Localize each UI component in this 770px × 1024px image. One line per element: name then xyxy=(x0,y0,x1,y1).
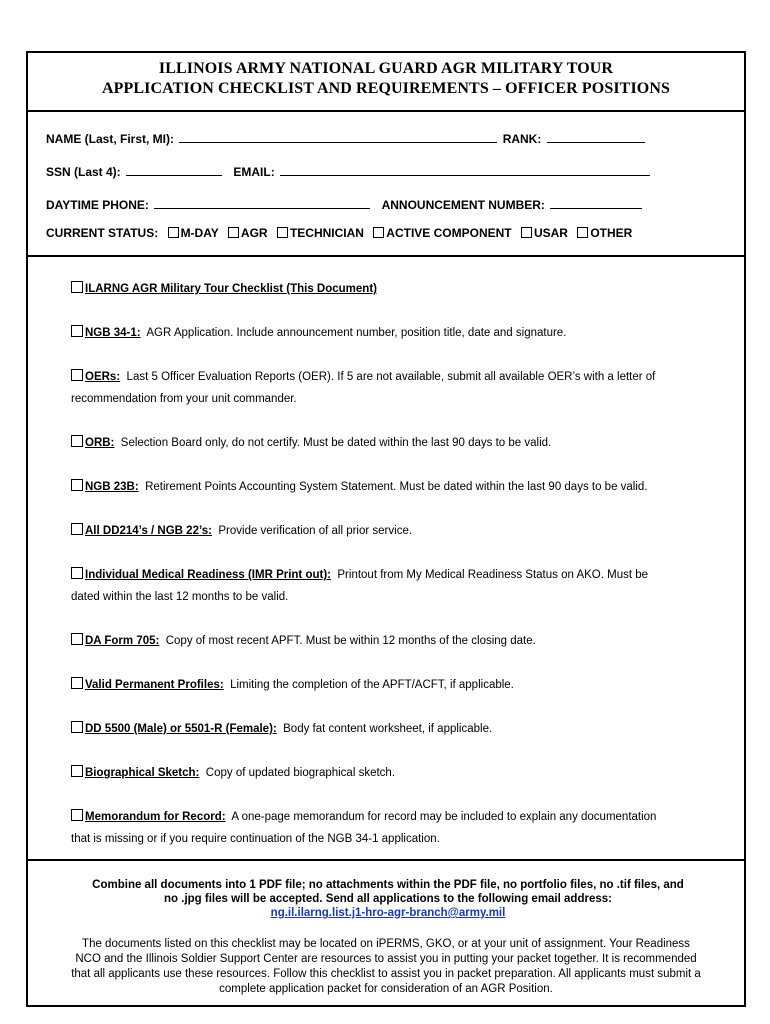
checklist-checkbox[interactable] xyxy=(71,633,83,645)
name-label: NAME (Last, First, MI): xyxy=(46,132,174,146)
checklist-checkbox[interactable] xyxy=(71,479,83,491)
phone-field[interactable] xyxy=(154,196,370,209)
item-text: Last 5 Officer Evaluation Reports (OER). If 5 are not available, submit all available OER’s with a letter of xyxy=(126,371,656,383)
status-option-active-component: ACTIVE COMPONENT xyxy=(386,226,512,240)
checklist-checkbox[interactable] xyxy=(71,567,83,579)
announcement-field[interactable] xyxy=(550,196,642,209)
phone-announcement-line xyxy=(46,196,644,212)
item-label: Biographical Sketch: xyxy=(85,767,200,779)
phone-label: DAYTIME PHONE: xyxy=(46,198,149,212)
checklist-checkbox[interactable] xyxy=(71,523,83,535)
item-text: Printout from My Medical Readiness Status on AKO. Must be xyxy=(337,569,649,581)
checklist-item xyxy=(71,366,721,410)
status-checkbox-technician[interactable] xyxy=(277,227,288,238)
status-option-usar: USAR xyxy=(533,226,568,240)
checklist-item xyxy=(71,278,721,300)
checklist-checkbox[interactable] xyxy=(71,281,83,293)
note-line-4: complete application packet for consideration of an AGR Position. xyxy=(219,983,553,995)
item-text: A one-page memorandum for record may be included to explain any documentation xyxy=(231,811,657,823)
ssn-email-line xyxy=(46,163,652,179)
name-field[interactable] xyxy=(179,130,497,143)
status-checkbox-active-component[interactable] xyxy=(373,227,384,238)
item-label: NGB 34-1: xyxy=(85,327,141,339)
resource-notes xyxy=(40,937,732,997)
combine-line-2: no .jpg files will be accepted. Send all applications to the following email address: xyxy=(164,893,612,905)
item-label: Individual Medical Readiness (IMR Print out): xyxy=(85,569,331,581)
checklist-checkbox[interactable] xyxy=(71,809,83,821)
ssn-field[interactable] xyxy=(126,163,222,176)
checklist-item xyxy=(71,806,721,850)
checklist-item xyxy=(71,322,721,344)
item-text: Copy of most recent APFT. Must be within 12 months of the closing date. xyxy=(165,635,536,647)
checklist-item xyxy=(71,674,721,696)
form-title xyxy=(28,53,744,112)
applicant-info-section xyxy=(28,112,744,257)
checklist-item xyxy=(71,630,721,652)
checklist-item xyxy=(71,718,721,740)
status-checkbox-agr[interactable] xyxy=(228,227,239,238)
item-label: OERs: xyxy=(85,371,121,383)
checklist-checkbox[interactable] xyxy=(71,369,83,381)
item-text: Selection Board only, do not certify. Must be dated within the last 90 days to be valid. xyxy=(120,437,552,449)
item-text: Copy of updated biographical sketch. xyxy=(205,767,396,779)
submission-email-link[interactable]: ng.il.ilarng.list.j1-hro-agr-branch@army.mil xyxy=(270,907,506,919)
checklist-section xyxy=(28,257,744,861)
checklist-item xyxy=(71,520,721,542)
combine-instructions xyxy=(58,878,718,920)
email-field[interactable] xyxy=(280,163,650,176)
checklist-checkbox[interactable] xyxy=(71,325,83,337)
status-label: CURRENT STATUS: xyxy=(46,226,159,240)
email-label: EMAIL: xyxy=(233,165,275,179)
item-label: All DD214’s / NGB 22’s: xyxy=(85,525,212,537)
item-label: Memorandum for Record: xyxy=(85,811,226,823)
note-line-1: The documents listed on this checklist may be located on iPERMS, GKO, or at your unit of assignment. Your Readiness xyxy=(82,938,690,950)
rank-field[interactable] xyxy=(547,130,645,143)
application-form xyxy=(26,51,746,1007)
item-text-continued: that is missing or if you require continuation of the NGB 34-1 application. xyxy=(71,833,440,845)
status-checkbox-other[interactable] xyxy=(577,227,588,238)
item-label: Valid Permanent Profiles: xyxy=(85,679,224,691)
status-option-technician: TECHNICIAN xyxy=(289,226,364,240)
status-option-agr: AGR xyxy=(240,226,268,240)
title-line-2: APPLICATION CHECKLIST AND REQUIREMENTS – OFFICER POSITIONS xyxy=(102,80,670,97)
item-text: Provide verification of all prior service. xyxy=(218,525,413,537)
title-line-1: ILLINOIS ARMY NATIONAL GUARD AGR MILITARY TOUR xyxy=(158,60,614,77)
checklist-item xyxy=(71,476,721,498)
status-checkbox-usar[interactable] xyxy=(521,227,532,238)
name-rank-line xyxy=(46,130,647,146)
checklist-checkbox[interactable] xyxy=(71,677,83,689)
checklist-checkbox[interactable] xyxy=(71,721,83,733)
note-line-2: NCO and the Illinois Soldier Support Center are resources to assist you in putting your packet together. It is recommended xyxy=(75,953,697,965)
announcement-label: ANNOUNCEMENT NUMBER: xyxy=(381,198,545,212)
item-label: DD 5500 (Male) or 5501-R (Female): xyxy=(85,723,277,735)
status-option-mday: M-DAY xyxy=(180,226,219,240)
rank-label: RANK: xyxy=(502,132,542,146)
status-option-other: OTHER xyxy=(590,226,633,240)
item-text: Limiting the completion of the APFT/ACFT, if applicable. xyxy=(230,679,514,691)
checklist-checkbox[interactable] xyxy=(71,765,83,777)
item-text: AGR Application. Include announcement number, position title, date and signature. xyxy=(146,327,567,339)
item-label: NGB 23B: xyxy=(85,481,139,493)
checklist-item xyxy=(71,564,721,608)
item-text: Body fat content worksheet, if applicable. xyxy=(283,723,493,735)
note-line-3: that all applicants use these resources. Follow this checklist to assist you in packet preparation. All applicants must submit a xyxy=(71,968,701,980)
submission-instructions xyxy=(28,861,744,1005)
item-label: ORB: xyxy=(85,437,115,449)
combine-line-1: Combine all documents into 1 PDF file; no attachments within the PDF file, no portfolio files, no .tif files, and xyxy=(92,879,684,891)
item-label: DA Form 705: xyxy=(85,635,160,647)
item-label: ILARNG AGR Military Tour Checklist (This Document) xyxy=(85,283,377,295)
status-checkbox-mday[interactable] xyxy=(168,227,179,238)
checklist-item xyxy=(71,432,721,454)
ssn-label: SSN (Last 4): xyxy=(46,165,121,179)
item-text: Retirement Points Accounting System Statement. Must be dated within the last 90 days to be valid. xyxy=(145,481,648,493)
checklist-item xyxy=(71,762,721,784)
current-status-line xyxy=(46,226,632,240)
item-text-continued: dated within the last 12 months to be valid. xyxy=(71,591,289,603)
checklist-checkbox[interactable] xyxy=(71,435,83,447)
item-text-continued: recommendation from your unit commander. xyxy=(71,393,297,405)
